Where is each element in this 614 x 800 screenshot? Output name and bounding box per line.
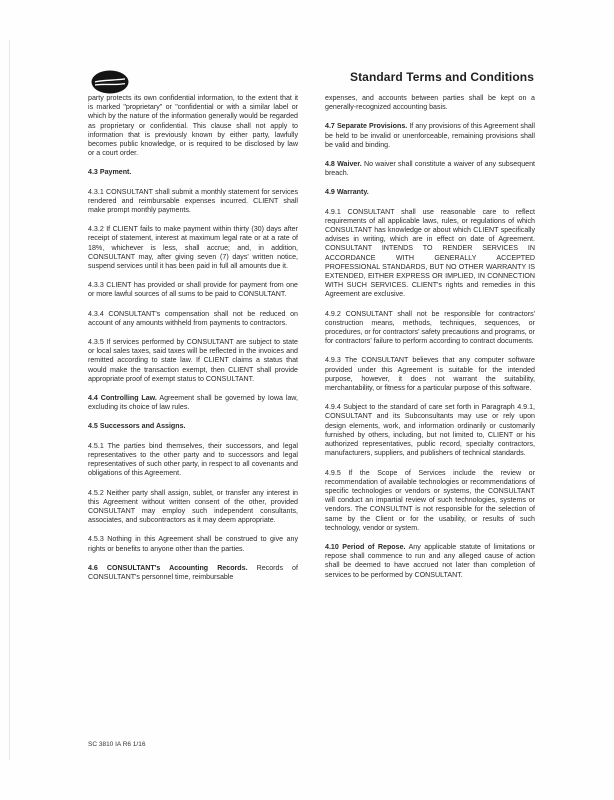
section-4-9-2: 4.9.2 CONSULTANT shall not be responsible for contractors' construction means, methods, techniques, sequences, or procedures, or for contractors' safety precautions and programs, or for contractors' failure to perform according to contract documents. bbox=[325, 309, 535, 346]
section-4-10-heading: 4.10 Period of Repose. bbox=[325, 542, 406, 551]
section-4-8-body: No waiver shall constitute a waiver of any subsequent breach. bbox=[325, 160, 535, 178]
section-4-7-body: If any provisions of this Agreement shall be held to be invalid or unenforceable, remaining provisions shall be valid and binding. bbox=[325, 122, 535, 149]
section-4-9-1: 4.9.1 CONSULTANT shall use reasonable care to reflect requirements of all applicable laws, rules, or regulations of which CONSULTANT has knowledge or about which CLIENT specifically advises in writing, which are in effect on date of Agreement. CONSULTANT INTENDS TO RENDER SERVICES IN ACCORDANCE WITH GENERALLY ACCEPTED PROFESSIONAL STANDARDS, BUT NO OTHER WARRANTY IS EXTENDED, EITHER EXPRESS OR IMPLIED, IN CONNECTION WITH SUCH SERVICES. CLIENT's rights and remedies in this Agreement are exclusive. bbox=[325, 207, 535, 299]
section-4-8-heading: 4.8 Waiver. bbox=[325, 160, 362, 169]
left-column bbox=[88, 94, 298, 592]
section-4-7 bbox=[325, 122, 535, 150]
section-4-9-5: 4.9.5 If the Scope of Services include the review or recommendation of available technologies or recommendations of specific technologies or vendors or systems, the CONSULTANT will conduct an impartial review of such technologies, systems or vendors. The CONSULTNT is not responsible for the selection of same by the Client or for the usability, or results of such technology, vendor or system. bbox=[325, 468, 535, 532]
section-4-7-heading: 4.7 Separate Provisions. bbox=[325, 122, 408, 131]
section-4-5-2: 4.5.2 Neither party shall assign, sublet, or transfer any interest in this Agreement without written consent of the other, provided CONSULTANT may employ such independent consultants, associates, and subcontractors as it may deem appropriate. bbox=[88, 488, 298, 525]
section-4-9-heading: 4.9 Warranty. bbox=[325, 188, 369, 197]
section-4-3-2: 4.3.2 If CLIENT fails to make payment within thirty (30) days after receipt of statement, interest at maximum legal rate or at a rate of 18%, whichever is less, shall accrue; and, in addition, CONSULTANT may, after giving seven (7) days' written notice, suspend services until it has been paid in full all amounts due it. bbox=[88, 225, 298, 271]
section-4-5-3: 4.5.3 Nothing in this Agreement shall be construed to give any rights or benefits to anyone other than the parties. bbox=[88, 535, 298, 553]
section-4-4 bbox=[88, 394, 298, 412]
section-4-6 bbox=[88, 564, 298, 582]
section-4-9-4: 4.9.4 Subject to the standard of care set forth in Paragraph 4.9.1, CONSULTANT and its Subconsultants may use or rely upon design elements, work, and information ordinarily or customarily furnished by others, including, but not limited to, CLIENT or his authorized representatives, public record, specialty contractors, manufacturers, suppliers, and publishers of technical standards. bbox=[325, 403, 535, 458]
right-column bbox=[325, 94, 535, 590]
section-4-5-1: 4.5.1 The parties bind themselves, their successors, and legal representatives to the other party and to successors and legal representatives of such other party, in respect to all covenants and obligations of this Agreement. bbox=[88, 441, 298, 478]
section-4-3-1: 4.3.1 CONSULTANT shall submit a monthly statement for services rendered and reimbursable expenses incurred. CLIENT shall make prompt monthly payments. bbox=[88, 187, 298, 215]
confidentiality-continuation: party protects its own confidential information, to the extent that it is marked "proprietary" or "confidential or with a similar label or which by the nature of the information generally would be regarded as proprietary or confidential. This clause shall not apply to information that is previously known by either party, lawfully becomes public knowledge, or is required to be disclosed by law or a court order. bbox=[88, 94, 298, 158]
section-4-3-3: 4.3.3 CLIENT has provided or shall provide for payment from one or more lawful sources of all sums to be paid to CONSULTANT. bbox=[88, 281, 298, 299]
section-4-3-5: 4.3.5 If services performed by CONSULTANT are subject to state or local sales taxes, said taxes will be reflected in the invoices and remitted according to state law. If CLIENT claims a status that would make the transaction exempt, then CLIENT shall provide appropriate proof of exempt status to CONSULTANT. bbox=[88, 338, 298, 383]
section-4-4-body: Agreement shall be governed by Iowa law, excluding its choice of law rules. bbox=[88, 394, 298, 412]
section-4-3-4: 4.3.4 CONSULTANT's compensation shall not be reduced on account of any amounts withheld from payments to contractors. bbox=[88, 309, 298, 327]
section-4-6-body: Records of CONSULTANT's personnel time, reimbursable bbox=[88, 563, 298, 581]
section-4-4-heading: 4.4 Controlling Law. bbox=[88, 394, 157, 403]
section-4-6-heading: 4.6 CONSULTANT's Accounting Records. bbox=[88, 563, 248, 572]
scan-edge-line bbox=[9, 40, 10, 760]
accounting-continuation: expenses, and accounts between parties shall be kept on a generally-recognized accounting basis. bbox=[325, 94, 535, 112]
section-4-5-heading: 4.5 Successors and Assigns. bbox=[88, 422, 186, 431]
company-oval-logo-icon bbox=[91, 70, 129, 94]
section-4-10 bbox=[325, 543, 535, 580]
section-4-8 bbox=[325, 160, 535, 178]
section-4-9-3: 4.9.3 The CONSULTANT believes that any computer software provided under this Agreement is suitable for the intended purpose, however, it does not warrant the suitability, merchantability, or fitness for a particular purpose of this software. bbox=[325, 356, 535, 393]
document-title: Standard Terms and Conditions bbox=[349, 70, 534, 84]
section-4-3-heading: 4.3 Payment. bbox=[88, 168, 132, 177]
section-4-10-body: Any applicable statute of limitations or repose shall commence to run and any alleged cause of action shall be deemed to have accrued not later than completion of services to be performed by CONSULTANT. bbox=[325, 542, 535, 579]
form-code-footer: SC 3810 IA R6 1/16 bbox=[88, 741, 146, 748]
